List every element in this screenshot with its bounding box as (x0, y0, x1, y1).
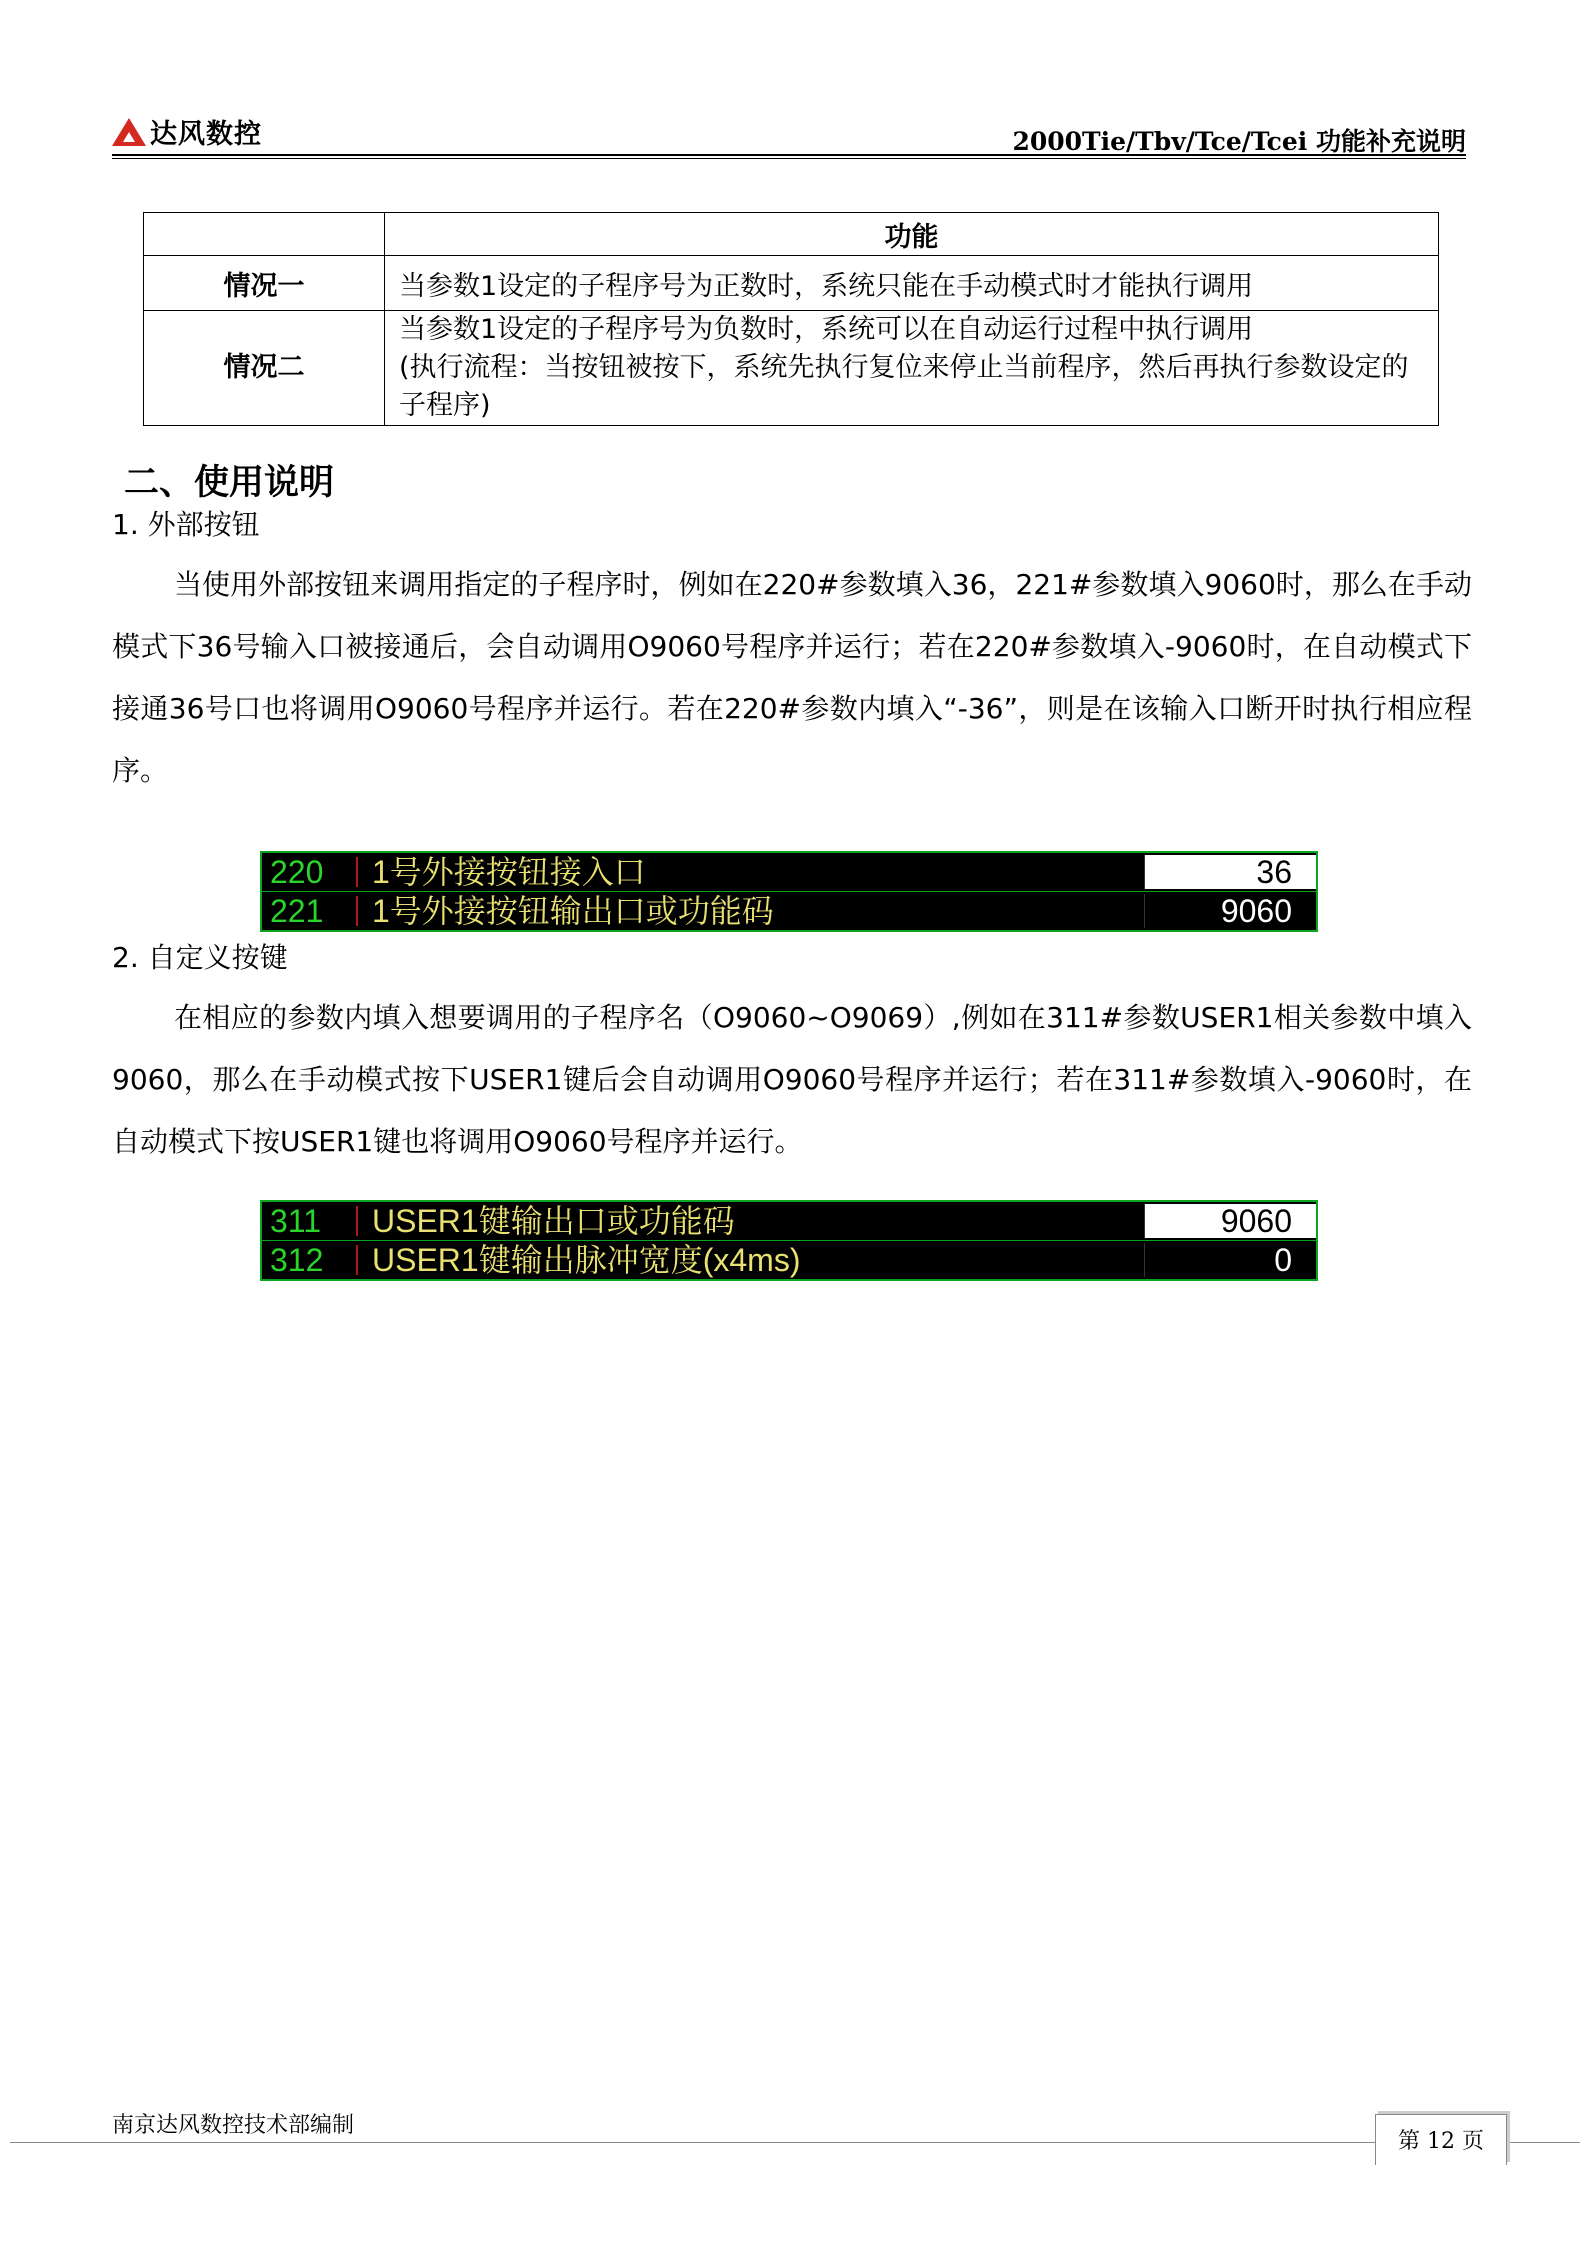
param-row[interactable] (262, 1241, 1316, 1279)
param-label: 1号外接按钮接入口 (372, 854, 646, 890)
param-value-selected[interactable]: 9060 (1144, 1204, 1316, 1238)
table-col-header: 功能 (385, 213, 1439, 256)
param-value[interactable]: 9060 (1144, 894, 1316, 928)
table-corner-cell (144, 213, 385, 256)
parameter-screen-311 (260, 1200, 1318, 1281)
section-title: 二、使用说明 (124, 463, 335, 503)
table-case-text-line: 当参数1设定的子程序号为负数时，系统可以在自动运行过程中执行调用 (399, 314, 1254, 345)
footer-rule (10, 2142, 1580, 2143)
param-number: 220 (270, 854, 324, 890)
param-separator (356, 1245, 358, 1275)
table-case-text: 当参数1设定的子程序号为正数时，系统只能在手动模式时才能执行调用 (385, 256, 1439, 311)
param-row[interactable] (262, 853, 1316, 892)
param-row[interactable] (262, 892, 1316, 930)
paragraph-external-button: 当使用外部按钮来调用指定的子程序时，例如在220#参数填入36，221#参数填入9060时，那么在手动模式下36号输入口被接通后，会自动调用O9060号程序并运行；若在220#参数填入-9060时，在自动模式下接通36号口也将调用O9060号程序并运行。若在220#参数内填入“-36”，则是在该输入口断开时执行相应程序。 (112, 568, 1472, 787)
company-logo (112, 112, 262, 151)
table-case-label: 情况一 (144, 256, 385, 311)
param-separator (356, 896, 358, 926)
footer-editor: 南京达风数控技术部编制 (112, 2113, 355, 2138)
param-value[interactable]: 0 (1144, 1243, 1316, 1277)
param-label: USER1键输出口或功能码 (372, 1203, 735, 1239)
param-number: 311 (270, 1203, 322, 1239)
param-separator (356, 857, 358, 887)
header-rule-thin (112, 158, 1466, 159)
subsection-title-custom-key: 2. 自定义按键 (112, 941, 288, 974)
table-case-text-line: (执行流程：当按钮被按下，系统先执行复位来停止当前程序，然后再执行参数设定的子程序) (399, 352, 1409, 421)
table-row (144, 256, 1439, 311)
param-value-selected[interactable]: 36 (1144, 855, 1316, 889)
param-number: 312 (270, 1242, 324, 1278)
param-number: 221 (270, 893, 324, 929)
page-header (112, 108, 1466, 160)
document-title: 2000Tie/Tbv/Tce/Tcei 功能补充说明 (1012, 127, 1466, 156)
header-rule (112, 154, 1466, 156)
table-row (144, 311, 1439, 426)
subsection-title-external-button: 1. 外部按钮 (112, 508, 260, 541)
function-table (143, 212, 1439, 426)
param-separator (356, 1206, 358, 1236)
param-label: USER1键输出脉冲宽度(x4ms) (372, 1242, 801, 1278)
page-number: 第 12 页 (1375, 2114, 1507, 2165)
param-label: 1号外接按钮输出口或功能码 (372, 893, 774, 929)
logo-triangle-icon (112, 118, 146, 146)
logo-text: 达风数控 (150, 119, 262, 150)
parameter-screen-220 (260, 851, 1318, 932)
paragraph-custom-key: 在相应的参数内填入想要调用的子程序名（O9060~O9069）,例如在311#参数USER1相关参数中填入9060，那么在手动模式按下USER1键后会自动调用O9060号程序并运行；若在311#参数填入-9060时，在自动模式下按USER1键也将调用O9060号程序并运行。 (112, 1001, 1472, 1158)
param-row[interactable] (262, 1202, 1316, 1241)
table-case-label: 情况二 (144, 311, 385, 426)
table-case-text (385, 311, 1439, 426)
